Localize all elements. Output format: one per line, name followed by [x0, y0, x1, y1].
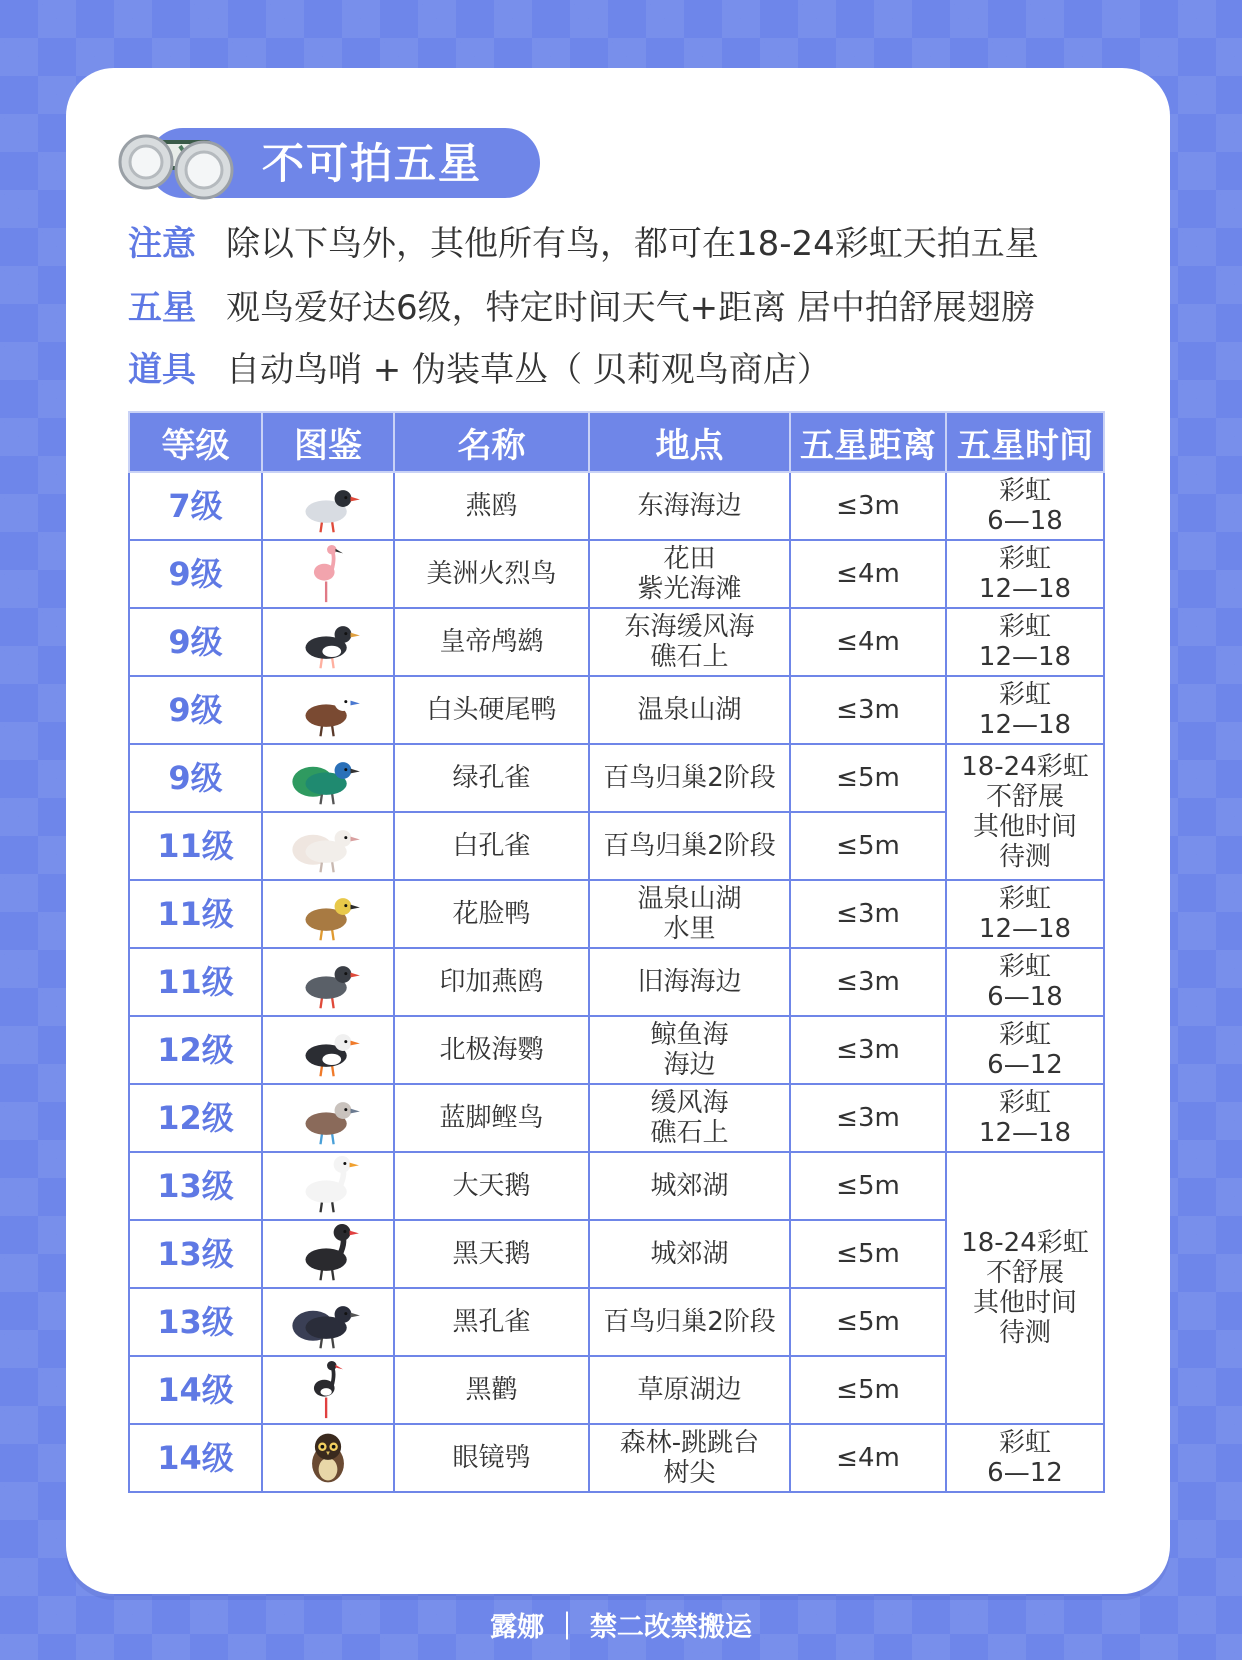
cell-distance: ≤3m — [790, 676, 946, 744]
swan-icon — [288, 1156, 368, 1216]
cell-picture — [262, 540, 394, 608]
cell-distance: ≤4m — [790, 1424, 946, 1492]
cell-time — [946, 1016, 1104, 1084]
cell-distance: ≤4m — [790, 608, 946, 676]
cell-distance: ≤5m — [790, 744, 946, 812]
cell-distance: ≤3m — [790, 948, 946, 1016]
black-peacock-icon — [288, 1292, 368, 1352]
place-line: 百鸟归巢2阶段 — [603, 831, 776, 861]
place-line: 树尖 — [663, 1458, 716, 1488]
cell-level: 12级 — [129, 1016, 262, 1084]
bird-table — [128, 411, 1105, 1493]
table-row — [129, 744, 1104, 812]
cell-distance: ≤3m — [790, 880, 946, 948]
cell-place — [589, 1084, 790, 1152]
cell-name: 美洲火烈鸟 — [394, 540, 589, 608]
cell-name: 黑鹳 — [394, 1356, 589, 1424]
cell-name: 黑孔雀 — [394, 1288, 589, 1356]
cell-distance: ≤5m — [790, 1288, 946, 1356]
table-row — [129, 1016, 1104, 1084]
note-row-tools — [128, 342, 831, 398]
cell-picture — [262, 1220, 394, 1288]
time-line: 彩虹 — [998, 952, 1051, 982]
cell-picture — [262, 948, 394, 1016]
table-row — [129, 948, 1104, 1016]
place-line: 东海海边 — [637, 491, 742, 521]
cell-picture — [262, 1288, 394, 1356]
time-line: 待测 — [998, 842, 1051, 872]
cell-place — [589, 1424, 790, 1492]
peacock-icon — [288, 748, 368, 808]
cell-picture — [262, 1424, 394, 1492]
cell-level: 12级 — [129, 1084, 262, 1152]
cell-name: 北极海鹦 — [394, 1016, 589, 1084]
cell-time — [946, 1424, 1104, 1492]
teal-duck-icon — [288, 884, 368, 944]
column-header-distance: 五星距离 — [790, 412, 946, 472]
cell-time — [946, 472, 1104, 540]
cell-name: 印加燕鸥 — [394, 948, 589, 1016]
place-line: 东海缓风海 — [624, 612, 755, 642]
column-header-time: 五星时间 — [946, 412, 1104, 472]
booby-icon — [288, 1088, 368, 1148]
cell-distance: ≤5m — [790, 1220, 946, 1288]
table-row — [129, 880, 1104, 948]
cell-level: 14级 — [129, 1424, 262, 1492]
white-peacock-icon — [288, 816, 368, 876]
cell-place — [589, 540, 790, 608]
cell-place — [589, 948, 790, 1016]
cormorant-icon — [288, 612, 368, 672]
place-line: 缓风海 — [650, 1088, 729, 1118]
black-swan-icon — [288, 1224, 368, 1284]
cell-name: 绿孔雀 — [394, 744, 589, 812]
table-row — [129, 1152, 1104, 1220]
time-line: 彩虹 — [998, 680, 1051, 710]
cell-time — [946, 676, 1104, 744]
note-text: 观鸟爱好达6级，特定时间天气+距离 居中拍舒展翅膀 — [226, 288, 1035, 328]
place-line: 花田 — [663, 544, 716, 574]
cell-name: 黑天鹅 — [394, 1220, 589, 1288]
tern-icon — [288, 476, 368, 536]
cell-name: 白孔雀 — [394, 812, 589, 880]
binoculars-icon — [116, 126, 256, 204]
cell-level: 9级 — [129, 540, 262, 608]
cell-picture — [262, 1084, 394, 1152]
cell-distance: ≤3m — [790, 1016, 946, 1084]
time-line: 6—12 — [987, 1050, 1063, 1080]
cell-name: 大天鹅 — [394, 1152, 589, 1220]
cell-place — [589, 1288, 790, 1356]
cell-place — [589, 744, 790, 812]
cell-distance: ≤5m — [790, 812, 946, 880]
place-line: 城郊湖 — [650, 1171, 729, 1201]
cell-picture — [262, 1152, 394, 1220]
time-line: 彩虹 — [998, 544, 1051, 574]
time-line: 18-24彩虹 — [961, 752, 1089, 782]
cell-place — [589, 880, 790, 948]
cell-place — [589, 1356, 790, 1424]
time-line: 待测 — [998, 1318, 1051, 1348]
time-line: 彩虹 — [998, 476, 1051, 506]
cell-picture — [262, 1356, 394, 1424]
black-stork-icon — [288, 1360, 368, 1420]
time-line: 彩虹 — [998, 612, 1051, 642]
cell-name: 白头硬尾鸭 — [394, 676, 589, 744]
table-row — [129, 540, 1104, 608]
cell-level: 11级 — [129, 880, 262, 948]
cell-name: 蓝脚鲣鸟 — [394, 1084, 589, 1152]
place-line: 礁石上 — [650, 642, 729, 672]
note-text: 除以下鸟外，其他所有鸟，都可在18-24彩虹天拍五星 — [226, 224, 1039, 264]
time-line: 6—12 — [987, 1458, 1063, 1488]
cell-level: 14级 — [129, 1356, 262, 1424]
inca-tern-icon — [288, 952, 368, 1012]
time-line: 18-24彩虹 — [961, 1228, 1089, 1258]
note-key: 道具 — [128, 350, 196, 390]
cell-name: 花脸鸭 — [394, 880, 589, 948]
cell-level: 13级 — [129, 1288, 262, 1356]
place-line: 礁石上 — [650, 1118, 729, 1148]
note-key: 注意 — [128, 224, 196, 264]
time-line: 12—18 — [978, 642, 1072, 672]
time-line: 其他时间 — [972, 812, 1077, 842]
time-line: 12—18 — [978, 710, 1072, 740]
cell-picture — [262, 676, 394, 744]
place-line: 水里 — [663, 914, 716, 944]
cell-name: 眼镜鸮 — [394, 1424, 589, 1492]
column-header-level: 等级 — [129, 412, 262, 472]
cell-picture — [262, 608, 394, 676]
cell-time — [946, 744, 1104, 880]
place-line: 森林-跳跳台 — [619, 1428, 760, 1458]
cell-level: 9级 — [129, 608, 262, 676]
place-line: 温泉山湖 — [637, 695, 742, 725]
cell-picture — [262, 1016, 394, 1084]
place-line: 百鸟归巢2阶段 — [603, 763, 776, 793]
cell-place — [589, 1016, 790, 1084]
cell-time — [946, 1152, 1104, 1424]
place-line: 旧海海边 — [637, 967, 742, 997]
table-row — [129, 1084, 1104, 1152]
footer-credit: 露娜 ｜ 禁二改禁搬运 — [490, 1612, 752, 1643]
owl-icon — [288, 1428, 368, 1488]
cell-place — [589, 472, 790, 540]
time-line: 不舒展 — [985, 1258, 1064, 1288]
table-body — [129, 472, 1104, 1492]
time-line: 12—18 — [978, 914, 1072, 944]
cell-distance: ≤5m — [790, 1152, 946, 1220]
cell-place — [589, 1152, 790, 1220]
cell-name: 皇帝鸬鹚 — [394, 608, 589, 676]
place-line: 草原湖边 — [637, 1375, 742, 1405]
time-line: 彩虹 — [998, 884, 1051, 914]
place-line: 百鸟归巢2阶段 — [603, 1307, 776, 1337]
cell-time — [946, 1084, 1104, 1152]
column-header-name: 名称 — [394, 412, 589, 472]
column-header-picture: 图鉴 — [262, 412, 394, 472]
cell-picture — [262, 880, 394, 948]
place-line: 紫光海滩 — [637, 574, 742, 604]
time-line: 彩虹 — [998, 1428, 1051, 1458]
cell-place — [589, 676, 790, 744]
cell-level: 11级 — [129, 812, 262, 880]
time-line: 彩虹 — [998, 1088, 1051, 1118]
table-row — [129, 1424, 1104, 1492]
time-line: 不舒展 — [985, 782, 1064, 812]
cell-level: 9级 — [129, 676, 262, 744]
time-line: 6—18 — [987, 982, 1063, 1012]
time-line: 12—18 — [978, 1118, 1072, 1148]
table-row — [129, 472, 1104, 540]
cell-time — [946, 880, 1104, 948]
table-header-row — [129, 412, 1104, 472]
puffin-icon — [288, 1020, 368, 1080]
cell-distance: ≤5m — [790, 1356, 946, 1424]
table-row — [129, 608, 1104, 676]
place-line: 温泉山湖 — [637, 884, 742, 914]
cell-level: 13级 — [129, 1152, 262, 1220]
cell-distance: ≤4m — [790, 540, 946, 608]
time-line: 12—18 — [978, 574, 1072, 604]
cell-time — [946, 948, 1104, 1016]
table-row — [129, 676, 1104, 744]
cell-place — [589, 1220, 790, 1288]
note-row-five-star — [128, 280, 1035, 336]
cell-name: 燕鸥 — [394, 472, 589, 540]
cell-picture — [262, 472, 394, 540]
cell-picture — [262, 744, 394, 812]
duck-icon — [288, 680, 368, 740]
cell-picture — [262, 812, 394, 880]
time-line: 彩虹 — [998, 1020, 1051, 1050]
cell-time — [946, 608, 1104, 676]
note-text: 自动鸟哨 + 伪装草丛（ 贝莉观鸟商店） — [226, 350, 831, 390]
cell-level: 9级 — [129, 744, 262, 812]
place-line: 海边 — [663, 1050, 716, 1080]
flamingo-icon — [288, 544, 368, 604]
note-key: 五星 — [128, 288, 196, 328]
note-row-notice — [128, 216, 1039, 272]
cell-level: 7级 — [129, 472, 262, 540]
time-line: 其他时间 — [972, 1288, 1077, 1318]
page-title: 不可拍五星 — [262, 139, 483, 188]
cell-level: 13级 — [129, 1220, 262, 1288]
cell-distance: ≤3m — [790, 1084, 946, 1152]
cell-distance: ≤3m — [790, 472, 946, 540]
column-header-place: 地点 — [589, 412, 790, 472]
cell-time — [946, 540, 1104, 608]
time-line: 6—18 — [987, 506, 1063, 536]
place-line: 鲸鱼海 — [650, 1020, 729, 1050]
place-line: 城郊湖 — [650, 1239, 729, 1269]
cell-place — [589, 608, 790, 676]
cell-place — [589, 812, 790, 880]
cell-level: 11级 — [129, 948, 262, 1016]
